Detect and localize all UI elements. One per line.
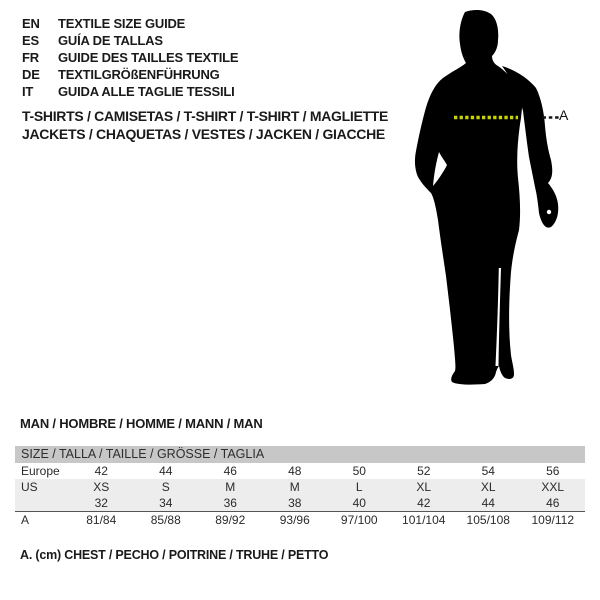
row-label: Europe: [21, 464, 60, 478]
product-line-jackets: JACKETS / CHAQUETAS / VESTES / JACKEN / GIACCHE: [22, 126, 385, 142]
measurement-label-a: A: [559, 107, 569, 123]
lang-code: ES: [22, 33, 39, 48]
product-category-block: [22, 107, 388, 143]
row-label: US: [21, 480, 38, 494]
man-silhouette-figure: [390, 0, 600, 400]
size-cell: 101/104: [402, 513, 446, 527]
size-cell: L: [355, 480, 363, 494]
size-cell: 52: [417, 464, 431, 478]
size-cell: 38: [288, 496, 302, 510]
size-cell: 36: [223, 496, 237, 510]
lang-row-fr: [22, 49, 238, 66]
hand-highlight: [547, 210, 551, 214]
size-cell: 46: [546, 496, 560, 510]
lang-row-en: [22, 15, 238, 32]
size-cell: 42: [417, 496, 431, 510]
size-cell: 42: [94, 464, 108, 478]
size-cell: 97/100: [340, 513, 378, 527]
lang-label: TEXTILE SIZE GUIDE: [58, 16, 186, 31]
size-cell: 89/92: [215, 513, 246, 527]
size-cell: 56: [546, 464, 560, 478]
size-cell: 54: [481, 464, 495, 478]
size-cell: 105/108: [466, 513, 510, 527]
size-cell: 85/88: [150, 513, 181, 527]
size-cell: 40: [352, 496, 366, 510]
size-table-header: SIZE / TALLA / TAILLE / GRÖSSE / TAGLIA: [15, 446, 585, 463]
size-cell: M: [225, 480, 236, 494]
size-cell: 109/112: [531, 513, 574, 527]
lang-row-de: [22, 66, 238, 83]
size-cell: XXL: [541, 480, 565, 494]
lang-code: FR: [22, 50, 39, 65]
size-cell: 46: [223, 464, 237, 478]
lang-row-es: [22, 32, 238, 49]
row-label: A: [21, 513, 30, 527]
size-cell: 32: [94, 496, 108, 510]
size-cell: XL: [416, 480, 432, 494]
size-cell: 93/96: [279, 513, 310, 527]
lang-row-it: [22, 83, 238, 100]
lang-code: IT: [22, 84, 34, 99]
lang-label: GUIDA ALLE TAGLIE TESSILI: [58, 84, 235, 99]
section-title-man: MAN / HOMBRE / HOMME / MANN / MAN: [20, 416, 263, 431]
product-line-tshirts: T-SHIRTS / CAMISETAS / T-SHIRT / T-SHIRT / MAGLIETTE: [22, 108, 389, 124]
footnote-chest: A. (cm) CHEST / PECHO / POITRINE / TRUHE / PETTO: [20, 548, 329, 562]
size-cell: S: [161, 480, 170, 494]
size-cell: XL: [480, 480, 496, 494]
table-row-numeric: [15, 495, 585, 511]
lang-code: DE: [22, 67, 40, 82]
size-cell: 44: [481, 496, 495, 510]
man-silhouette: [415, 10, 523, 385]
table-row-europe: [15, 463, 585, 479]
size-cell: XS: [93, 480, 110, 494]
size-cell: 81/84: [86, 513, 117, 527]
size-cell: 50: [352, 464, 366, 478]
table-row-chest-cm: [15, 511, 585, 528]
size-cell: 44: [159, 464, 173, 478]
size-table: [15, 446, 585, 528]
table-row-us: [15, 479, 585, 495]
lang-label: GUIDE DES TAILLES TEXTILE: [58, 50, 239, 65]
language-title-block: [22, 15, 238, 100]
size-cell: M: [289, 480, 300, 494]
lang-label: TEXTILGRÖßENFÜHRUNG: [58, 67, 220, 82]
size-cell: 34: [159, 496, 173, 510]
size-cell: 48: [288, 464, 302, 478]
lang-label: GUÍA DE TALLAS: [58, 33, 163, 48]
man-silhouette-svg: [390, 0, 600, 400]
lang-code: EN: [22, 16, 40, 31]
row-label: [15, 495, 69, 511]
